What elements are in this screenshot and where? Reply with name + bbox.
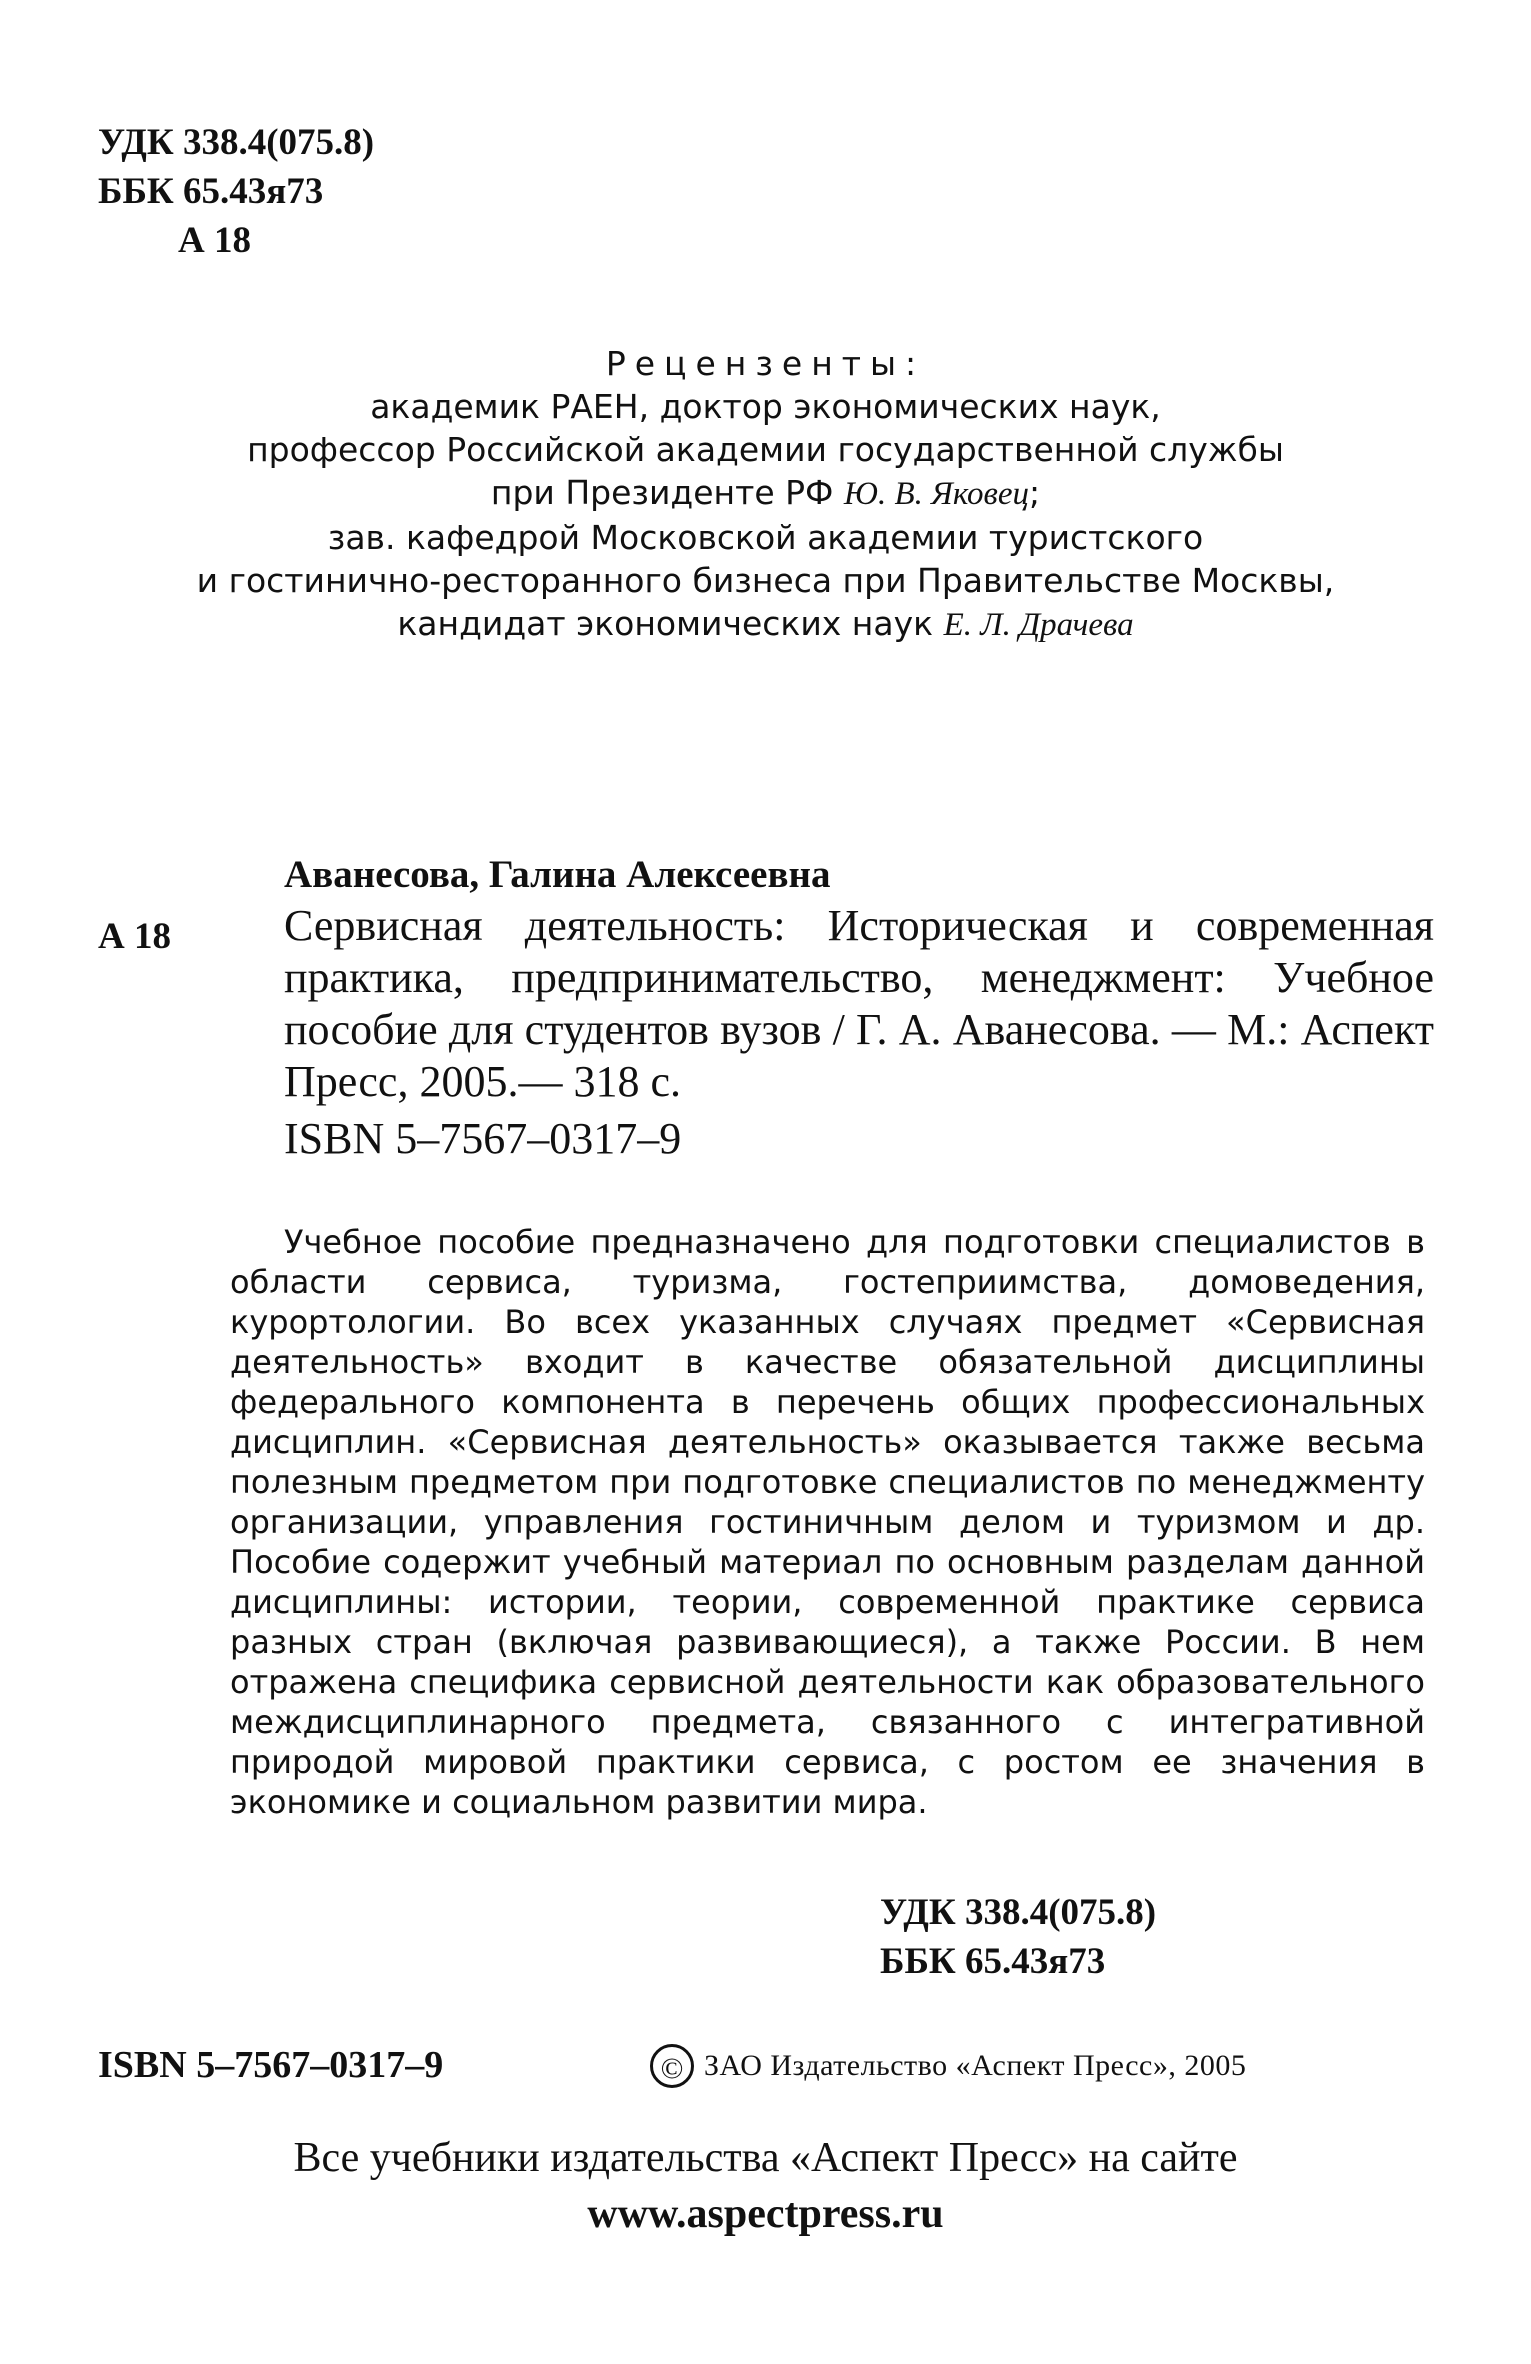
website-link[interactable]: www.aspectpress.ru [587,2191,944,2237]
reviewer-line: зав. кафедрой Московской академии туристского [327,518,1204,557]
bbk-code: ББК 65.43я73 [880,1941,1106,1982]
reviewer-line [0,471,1531,516]
reviewer-line: и гостинично-ресторанного бизнеса при Правительстве Москвы, [196,561,1335,600]
catalog-isbn: ISBN 5–7567–0317–9 [284,1114,682,1163]
promo-line: Все учебники издательства «Аспект Пресс» на сайте [293,2135,1238,2181]
abstract-paragraph: Учебное пособие предназначено для подготовки специалистов в области сервиса, туризма, гостеприимства, домоведения, курортологии. Во всех указанных случаях предмет «Сервисная деятельность» входит в качестве обязательной дисциплины федерального компонента в перечень общих профессиональных дисциплин. «Сервисная деятельность» оказывается также весьма полезным предметом при подготовке специалистов по менеджменту организации, управления гостиничным делом и туризмом и др. Пособие содержит учебный материал по основным разделам данной дисциплины: истории, теории, современной практике сервиса разных стран (включая развивающиеся), а также России. В нем отражена специфика сервисной деятельности как образовательного междисциплинарного предмета, связанного с интегративной природой мировой практики сервиса, с ростом ее значения в экономике и социальном развитии мира. [230,1223,1425,1821]
catalog-shelf-mark: А 18 [98,916,171,957]
reviewer-line [0,602,1531,647]
udk-code: УДК 338.4(075.8) [880,1892,1157,1933]
reviewer-name: Ю. В. Яковец [843,476,1029,512]
reviewer-prefix: кандидат экономических наук [397,604,944,643]
reviewers-block [0,342,1531,647]
reviewer-name: Е. Л. Драчева [943,607,1134,643]
promo-block [0,2130,1531,2242]
reviewer-prefix: при Президенте РФ [490,473,844,512]
copyright-notice [650,2044,1246,2088]
bottom-classification-codes [880,1888,1156,1986]
catalog-author: Аванесова, Галина Алексеевна [284,853,831,896]
reviewer-suffix: ; [1028,473,1041,512]
publisher-text: ЗАО Издательство «Аспект Пресс», 2005 [704,2049,1247,2082]
bbk-code: ББК 65.43я73 [98,171,324,212]
reviewer-line: академик РАЕН, доктор экономических наук, [370,387,1161,426]
top-classification-codes [98,118,374,265]
author-mark: А 18 [178,220,251,261]
footer-isbn: ISBN 5–7567–0317–9 [98,2044,444,2086]
catalog-description: Сервисная деятельность: Историческая и современная практика, предпринимательство, менеджмент: Учебное пособие для студентов вузов / Г. А. Аванесова. — М.: Аспект Пресс, 2005.— 318 с. [284,901,1434,1106]
reviewers-heading: Рецензенты: [605,344,926,383]
udk-code: УДК 338.4(075.8) [98,122,375,163]
reviewer-line: профессор Российской академии государственной службы [247,430,1284,469]
copyright-icon: © [650,2044,694,2088]
